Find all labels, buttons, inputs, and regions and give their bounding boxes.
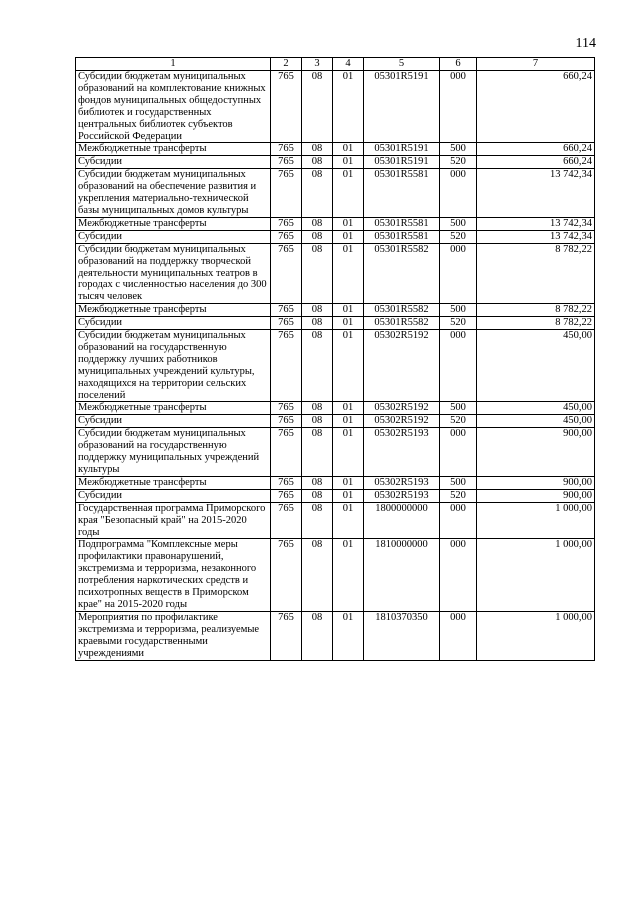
amount-cell: 13 742,34 bbox=[477, 169, 595, 218]
admin-code-cell: 765 bbox=[271, 304, 302, 317]
expense-type-cell: 000 bbox=[440, 71, 477, 143]
admin-code-cell: 765 bbox=[271, 330, 302, 402]
subsection-cell: 01 bbox=[333, 330, 364, 402]
section-cell: 08 bbox=[302, 169, 333, 218]
expense-type-cell: 000 bbox=[440, 169, 477, 218]
target-article-cell: 05302R5192 bbox=[364, 415, 440, 428]
target-article-cell: 05301R5191 bbox=[364, 71, 440, 143]
amount-cell: 900,00 bbox=[477, 428, 595, 477]
target-article-cell: 05301R5191 bbox=[364, 156, 440, 169]
expense-type-cell: 520 bbox=[440, 415, 477, 428]
amount-cell: 13 742,34 bbox=[477, 230, 595, 243]
admin-code-cell: 765 bbox=[271, 402, 302, 415]
table-row bbox=[76, 230, 595, 243]
expense-type-cell: 500 bbox=[440, 217, 477, 230]
target-article-cell: 05302R5192 bbox=[364, 330, 440, 402]
header-cell: 3 bbox=[302, 58, 333, 71]
target-article-cell: 1810000000 bbox=[364, 539, 440, 611]
admin-code-cell: 765 bbox=[271, 169, 302, 218]
row-name-cell: Субсидии bbox=[76, 156, 271, 169]
target-article-cell: 05302R5193 bbox=[364, 489, 440, 502]
row-name-cell: Межбюджетные трансферты bbox=[76, 476, 271, 489]
page-number: 114 bbox=[575, 36, 596, 51]
expense-type-cell: 000 bbox=[440, 611, 477, 660]
expense-type-cell: 500 bbox=[440, 476, 477, 489]
section-cell: 08 bbox=[302, 317, 333, 330]
row-name-cell: Субсидии бюджетам муниципальных образований на обеспечение развития и укрепления материально-технической базы муниципальных домов культуры bbox=[76, 169, 271, 218]
table-row bbox=[76, 428, 595, 477]
target-article-cell: 05302R5193 bbox=[364, 476, 440, 489]
admin-code-cell: 765 bbox=[271, 502, 302, 539]
subsection-cell: 01 bbox=[333, 230, 364, 243]
section-cell: 08 bbox=[302, 330, 333, 402]
row-name-cell: Субсидии бюджетам муниципальных образований на государственную поддержку лучших работников муниципальных учреждений культуры, находящихся на территории сельских поселений bbox=[76, 330, 271, 402]
subsection-cell: 01 bbox=[333, 489, 364, 502]
table-row bbox=[76, 317, 595, 330]
table-row bbox=[76, 143, 595, 156]
admin-code-cell: 765 bbox=[271, 611, 302, 660]
table-row bbox=[76, 304, 595, 317]
subsection-cell: 01 bbox=[333, 539, 364, 611]
section-cell: 08 bbox=[302, 402, 333, 415]
admin-code-cell: 765 bbox=[271, 476, 302, 489]
section-cell: 08 bbox=[302, 415, 333, 428]
section-cell: 08 bbox=[302, 539, 333, 611]
subsection-cell: 01 bbox=[333, 217, 364, 230]
admin-code-cell: 765 bbox=[271, 230, 302, 243]
section-cell: 08 bbox=[302, 476, 333, 489]
table-row bbox=[76, 243, 595, 304]
admin-code-cell: 765 bbox=[271, 71, 302, 143]
subsection-cell: 01 bbox=[333, 415, 364, 428]
expense-type-cell: 500 bbox=[440, 402, 477, 415]
section-cell: 08 bbox=[302, 502, 333, 539]
expense-type-cell: 500 bbox=[440, 143, 477, 156]
admin-code-cell: 765 bbox=[271, 217, 302, 230]
section-cell: 08 bbox=[302, 304, 333, 317]
section-cell: 08 bbox=[302, 611, 333, 660]
amount-cell: 450,00 bbox=[477, 402, 595, 415]
expense-type-cell: 000 bbox=[440, 330, 477, 402]
target-article-cell: 05301R5581 bbox=[364, 169, 440, 218]
row-name-cell: Субсидии bbox=[76, 317, 271, 330]
section-cell: 08 bbox=[302, 217, 333, 230]
header-cell: 6 bbox=[440, 58, 477, 71]
amount-cell: 900,00 bbox=[477, 489, 595, 502]
target-article-cell: 05302R5192 bbox=[364, 402, 440, 415]
subsection-cell: 01 bbox=[333, 143, 364, 156]
header-cell: 7 bbox=[477, 58, 595, 71]
table-row bbox=[76, 476, 595, 489]
admin-code-cell: 765 bbox=[271, 143, 302, 156]
row-name-cell: Субсидии бюджетам муниципальных образований на поддержку творческой деятельности муниципальных театров в городах с численностью населения до 300 тысяч человек bbox=[76, 243, 271, 304]
amount-cell: 1 000,00 bbox=[477, 611, 595, 660]
row-name-cell: Мероприятия по профилактике экстремизма и терроризма, реализуемые краевыми государственными учреждениями bbox=[76, 611, 271, 660]
section-cell: 08 bbox=[302, 489, 333, 502]
budget-table bbox=[75, 57, 595, 661]
target-article-cell: 1800000000 bbox=[364, 502, 440, 539]
amount-cell: 8 782,22 bbox=[477, 304, 595, 317]
target-article-cell: 05301R5581 bbox=[364, 217, 440, 230]
amount-cell: 8 782,22 bbox=[477, 317, 595, 330]
subsection-cell: 01 bbox=[333, 243, 364, 304]
amount-cell: 660,24 bbox=[477, 156, 595, 169]
target-article-cell: 05301R5582 bbox=[364, 243, 440, 304]
header-cell: 1 bbox=[76, 58, 271, 71]
table-row bbox=[76, 217, 595, 230]
expense-type-cell: 500 bbox=[440, 304, 477, 317]
admin-code-cell: 765 bbox=[271, 415, 302, 428]
table-row bbox=[76, 330, 595, 402]
header-cell: 4 bbox=[333, 58, 364, 71]
amount-cell: 660,24 bbox=[477, 143, 595, 156]
section-cell: 08 bbox=[302, 156, 333, 169]
amount-cell: 900,00 bbox=[477, 476, 595, 489]
amount-cell: 450,00 bbox=[477, 415, 595, 428]
target-article-cell: 05301R5582 bbox=[364, 304, 440, 317]
row-name-cell: Субсидии bbox=[76, 415, 271, 428]
amount-cell: 8 782,22 bbox=[477, 243, 595, 304]
amount-cell: 1 000,00 bbox=[477, 539, 595, 611]
table-row bbox=[76, 156, 595, 169]
table-row bbox=[76, 502, 595, 539]
row-name-cell: Субсидии bbox=[76, 489, 271, 502]
section-cell: 08 bbox=[302, 71, 333, 143]
admin-code-cell: 765 bbox=[271, 317, 302, 330]
subsection-cell: 01 bbox=[333, 502, 364, 539]
row-name-cell: Субсидии bbox=[76, 230, 271, 243]
target-article-cell: 1810370350 bbox=[364, 611, 440, 660]
section-cell: 08 bbox=[302, 243, 333, 304]
header-cell: 2 bbox=[271, 58, 302, 71]
amount-cell: 13 742,34 bbox=[477, 217, 595, 230]
table-row bbox=[76, 611, 595, 660]
target-article-cell: 05302R5193 bbox=[364, 428, 440, 477]
admin-code-cell: 765 bbox=[271, 489, 302, 502]
section-cell: 08 bbox=[302, 143, 333, 156]
row-name-cell: Государственная программа Приморского края "Безопасный край" на 2015-2020 годы bbox=[76, 502, 271, 539]
table-row bbox=[76, 415, 595, 428]
amount-cell: 660,24 bbox=[477, 71, 595, 143]
subsection-cell: 01 bbox=[333, 304, 364, 317]
expense-type-cell: 520 bbox=[440, 156, 477, 169]
target-article-cell: 05301R5581 bbox=[364, 230, 440, 243]
admin-code-cell: 765 bbox=[271, 539, 302, 611]
subsection-cell: 01 bbox=[333, 317, 364, 330]
table-row bbox=[76, 169, 595, 218]
target-article-cell: 05301R5191 bbox=[364, 143, 440, 156]
subsection-cell: 01 bbox=[333, 611, 364, 660]
row-name-cell: Межбюджетные трансферты bbox=[76, 217, 271, 230]
table-header-row bbox=[76, 58, 595, 71]
table-row bbox=[76, 539, 595, 611]
subsection-cell: 01 bbox=[333, 71, 364, 143]
expense-type-cell: 520 bbox=[440, 230, 477, 243]
row-name-cell: Субсидии бюджетам муниципальных образований на комплектование книжных фондов муниципальных общедоступных библиотек и государственных центральных библиотек субъектов Российской Федерации bbox=[76, 71, 271, 143]
subsection-cell: 01 bbox=[333, 169, 364, 218]
section-cell: 08 bbox=[302, 230, 333, 243]
table-row bbox=[76, 402, 595, 415]
admin-code-cell: 765 bbox=[271, 428, 302, 477]
subsection-cell: 01 bbox=[333, 476, 364, 489]
expense-type-cell: 000 bbox=[440, 502, 477, 539]
table-row bbox=[76, 71, 595, 143]
amount-cell: 1 000,00 bbox=[477, 502, 595, 539]
subsection-cell: 01 bbox=[333, 156, 364, 169]
expense-type-cell: 520 bbox=[440, 489, 477, 502]
admin-code-cell: 765 bbox=[271, 243, 302, 304]
admin-code-cell: 765 bbox=[271, 156, 302, 169]
expense-type-cell: 000 bbox=[440, 428, 477, 477]
expense-type-cell: 000 bbox=[440, 243, 477, 304]
table-row bbox=[76, 489, 595, 502]
target-article-cell: 05301R5582 bbox=[364, 317, 440, 330]
row-name-cell: Межбюджетные трансферты bbox=[76, 402, 271, 415]
row-name-cell: Межбюджетные трансферты bbox=[76, 304, 271, 317]
subsection-cell: 01 bbox=[333, 402, 364, 415]
expense-type-cell: 520 bbox=[440, 317, 477, 330]
subsection-cell: 01 bbox=[333, 428, 364, 477]
amount-cell: 450,00 bbox=[477, 330, 595, 402]
row-name-cell: Подпрограмма "Комплексные меры профилактики правонарушений, экстремизма и терроризма, незаконного потребления наркотических средств и психотропных веществ в Приморском крае" на 2015-2020 годы bbox=[76, 539, 271, 611]
header-cell: 5 bbox=[364, 58, 440, 71]
row-name-cell: Межбюджетные трансферты bbox=[76, 143, 271, 156]
expense-type-cell: 000 bbox=[440, 539, 477, 611]
row-name-cell: Субсидии бюджетам муниципальных образований на государственную поддержку муниципальных учреждений культуры bbox=[76, 428, 271, 477]
section-cell: 08 bbox=[302, 428, 333, 477]
